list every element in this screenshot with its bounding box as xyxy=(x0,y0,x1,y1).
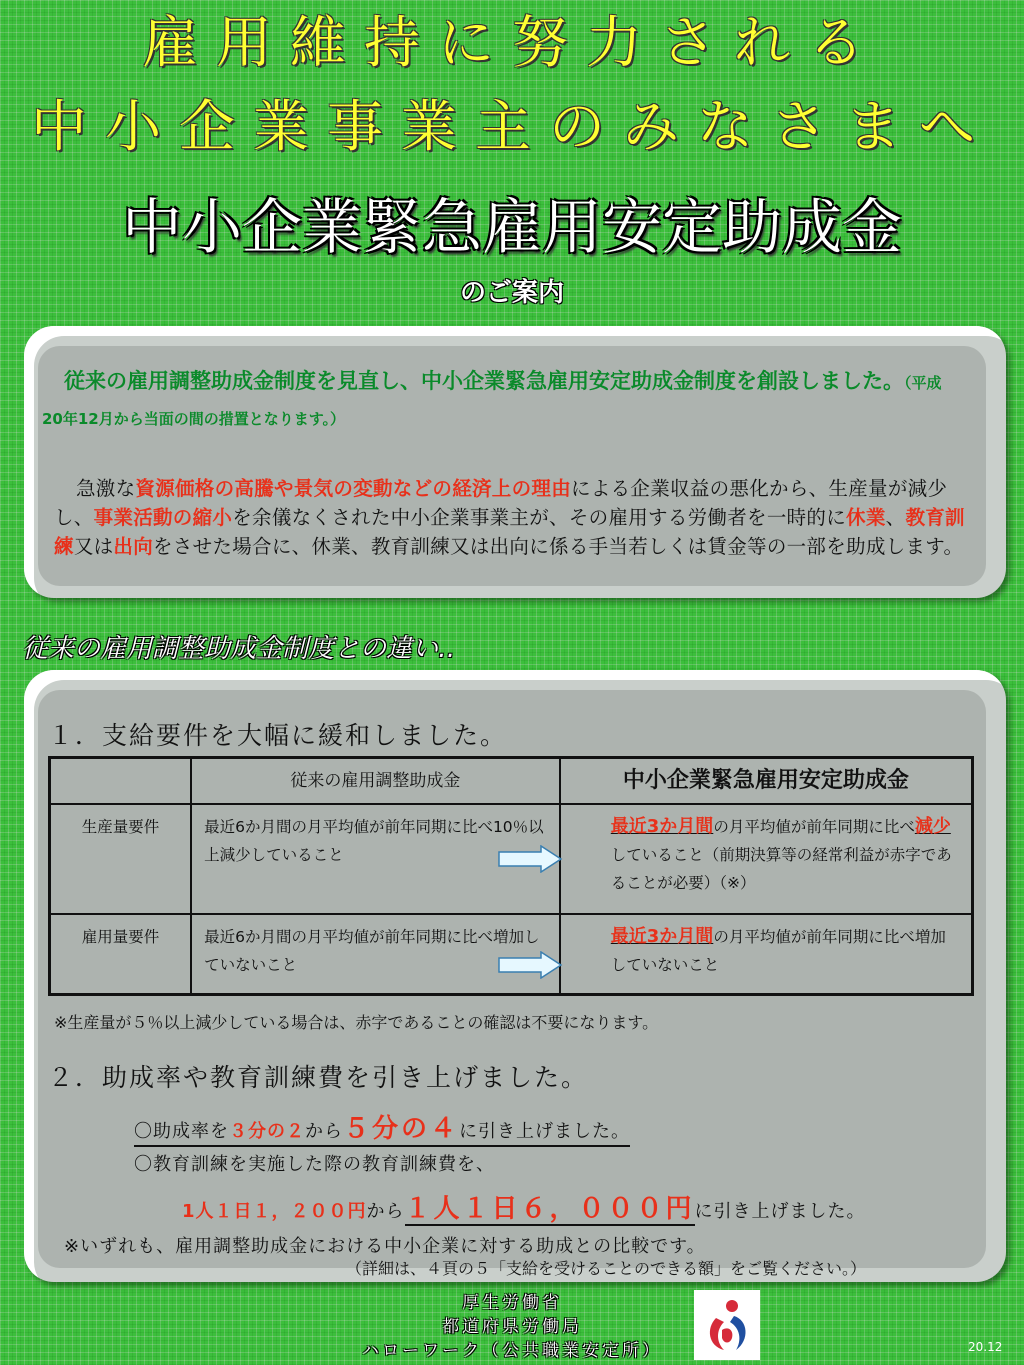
intro-text: 急激な xyxy=(76,477,136,500)
table-header-old: 従来の雇用調整助成金 xyxy=(191,758,560,805)
footer-org-3: ハローワーク（公共職業安定所） xyxy=(362,1341,662,1361)
old-requirement-text: 最近6か月間の月平均値が前年同期に比べ増加していないこと xyxy=(204,928,540,975)
training-amount-line xyxy=(182,1188,866,1225)
training-text: に引き上げました。 xyxy=(694,1201,866,1222)
row-label: 雇用量要件 xyxy=(50,914,192,994)
table-row xyxy=(50,804,973,914)
difference-heading: 従来の雇用調整助成金制度との違い‥ xyxy=(22,634,456,664)
intro-highlight: 教育訓練 xyxy=(54,506,965,558)
intro-heading xyxy=(42,364,962,436)
right-arrow-icon xyxy=(497,845,565,873)
training-cost-line: 〇教育訓練を実施した際の教育訓練費を、 xyxy=(134,1154,495,1175)
footer-org-2: 都道府県労働局 xyxy=(442,1317,582,1337)
ministry-logo-icon xyxy=(694,1290,760,1360)
training-new-amount: １人１日６，０００円 xyxy=(404,1194,695,1224)
new-requirement xyxy=(560,914,973,994)
title-line-2: 中小企業事業主のみなさまへ xyxy=(31,95,993,160)
table-header-row xyxy=(50,758,973,805)
intro-body xyxy=(54,474,974,561)
intro-highlight: 資源価格の高騰や景気の変動などの経済上の理由 xyxy=(135,477,572,500)
old-requirement-text: 最近6か月間の月平均値が前年同期に比べ10％以上減少していること xyxy=(204,818,544,864)
comparison-note: ※いずれも、雇用調整助成金における中小企業に対する助成との比較です。 xyxy=(64,1236,706,1257)
intro-text: 、 xyxy=(885,506,906,529)
table-footnote: ※生産量が５％以上減少している場合は、赤字であることの確認は不要になります。 xyxy=(54,1013,659,1032)
subsidy-text: に引き上げました。 xyxy=(459,1121,631,1142)
new-requirement-highlight: 減少 xyxy=(914,816,951,837)
details-note: （詳細は、４頁の５「支給を受けることのできる額」をご覧ください。） xyxy=(346,1259,867,1278)
subtitle: のご案内 xyxy=(459,278,564,308)
intro-text: をさせた場合に、休業、教育訓練又は出向に係る手当若しくは賃金等の一部を助成します。 xyxy=(153,535,964,558)
document-code: 20.12 xyxy=(968,1340,1003,1354)
comparison-table xyxy=(48,756,974,996)
subsidy-text: から xyxy=(305,1121,343,1142)
title-line-1: 雇用維持に努力される xyxy=(142,11,882,76)
subsidy-text: 〇助成率を xyxy=(134,1121,229,1142)
right-arrow-icon xyxy=(497,951,565,979)
new-requirement-highlight: 最近3か月間 xyxy=(610,926,714,948)
section2-heading: ２．助成率や教育訓練費を引き上げました。 xyxy=(48,1063,589,1092)
intro-highlight: 休業 xyxy=(846,506,886,529)
intro-heading-text: 従来の雇用調整助成金制度を見直し、中小企業緊急雇用安定助成金制度を創設しました。 xyxy=(64,369,904,393)
new-requirement xyxy=(560,804,973,914)
new-requirement-text: していること（前期決算等の経常利益が赤字であることが必要）（※） xyxy=(610,846,952,892)
row-label: 生産量要件 xyxy=(50,804,192,914)
table-header-empty xyxy=(50,758,192,805)
new-requirement-text: の月平均値が前年同期に比べ増加していないこと xyxy=(610,928,946,975)
intro-heading-note: （平成20年12月から当面の間の措置となります。） xyxy=(42,374,942,428)
new-requirement-highlight: 最近3か月間 xyxy=(610,816,714,837)
intro-text: による企業収益の悪化から、生産量が減少し、 xyxy=(54,477,948,529)
intro-highlight: 事業活動の縮小 xyxy=(93,506,233,529)
new-requirement-text: の月平均値が前年同期に比べ xyxy=(713,818,915,836)
subsidy-new-rate: ５分の４ xyxy=(343,1114,460,1144)
main-title: 中小企業緊急雇用安定助成金 xyxy=(122,193,902,263)
training-old-amount: 1人１日１，２００円 xyxy=(182,1201,367,1222)
footer-org-1: 厚生労働省 xyxy=(462,1293,562,1313)
subsidy-old-rate: ３分の２ xyxy=(229,1121,305,1142)
table-header-new: 中小企業緊急雇用安定助成金 xyxy=(560,758,973,805)
subsidy-rate-line xyxy=(134,1108,630,1147)
training-text: から xyxy=(366,1201,405,1222)
intro-highlight: 出向 xyxy=(113,535,154,558)
old-requirement xyxy=(191,804,560,914)
old-requirement xyxy=(191,914,560,994)
intro-text: を余儀なくされた中小企業事業主が、その雇用する労働者を一時的に xyxy=(232,506,847,529)
intro-text: 又は xyxy=(73,535,114,558)
section1-heading: １．支給要件を大幅に緩和しました。 xyxy=(48,721,508,750)
table-row xyxy=(50,914,973,994)
